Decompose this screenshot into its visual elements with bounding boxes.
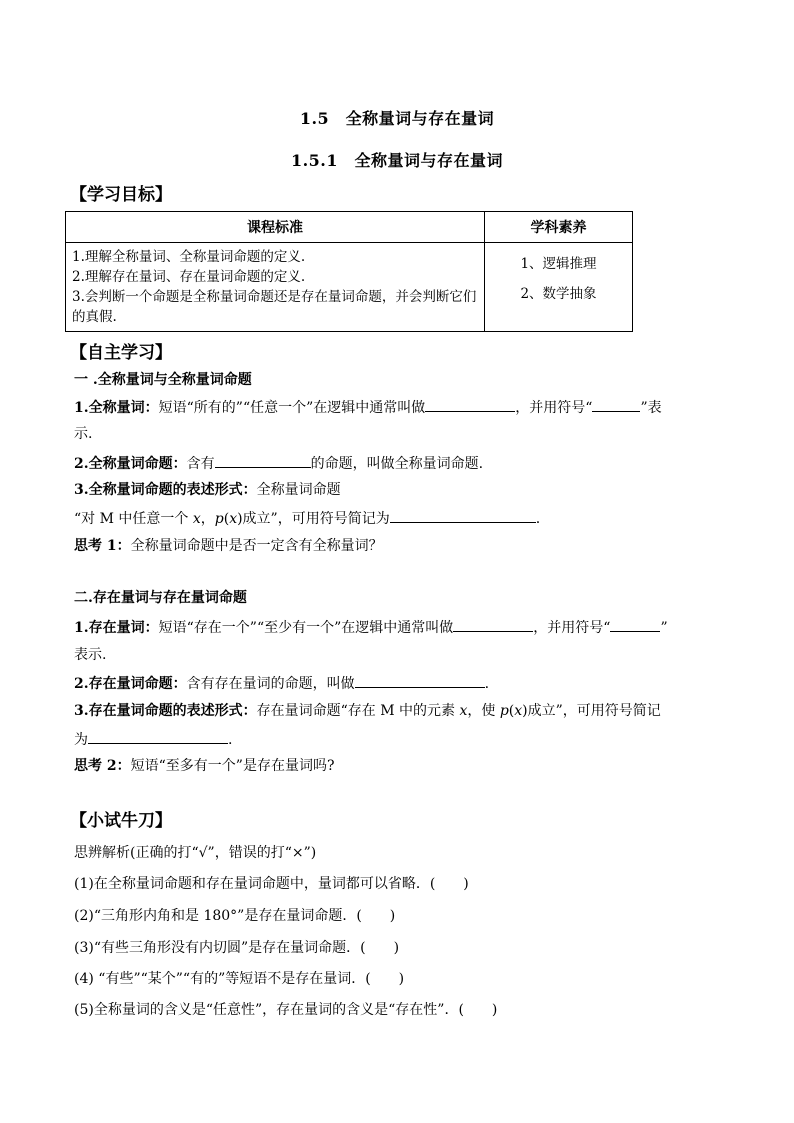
literacy-cell bbox=[485, 243, 633, 332]
section-learning-goals: 【学习目标】 bbox=[70, 185, 172, 205]
part2-q3-cont: 为 . bbox=[74, 729, 722, 750]
part1-q3: 3.全称量词命题的表述形式：全称量词命题 bbox=[74, 482, 341, 498]
practice-item: (5)全称量词的含义是“任意性”，存在量词的含义是“存在性”．( ) bbox=[74, 1002, 498, 1018]
literacy-item: 2、数学抽象 bbox=[520, 286, 597, 302]
part2-think: 思考 2：短语“至多有一个”是存在量词吗? bbox=[74, 758, 335, 774]
part1-q1-cont: 示. bbox=[74, 426, 93, 442]
answer-blank[interactable] bbox=[88, 729, 228, 744]
goal-item: 1.理解全称量词、全称量词命题的定义. bbox=[72, 249, 306, 265]
answer-blank[interactable] bbox=[355, 673, 485, 688]
part2-q1: 1.存在量词：短语“存在一个”“至少有一个”在逻辑中通常叫做 ，并用符号“ ” bbox=[74, 617, 722, 638]
answer-blank[interactable] bbox=[425, 397, 515, 412]
practice-item: (4) “有些”“某个”“有的”等短语不是存在量词．( ) bbox=[74, 971, 405, 987]
part2-q1-cont: 表示. bbox=[74, 647, 107, 663]
literacy-item: 1、逻辑推理 bbox=[520, 256, 597, 272]
answer-blank[interactable] bbox=[610, 617, 660, 632]
page-title: 1.5 全称量词与存在量词 bbox=[299, 109, 495, 128]
part1-heading: 一 .全称量词与全称量词命题 bbox=[74, 372, 252, 388]
goals-table bbox=[65, 211, 633, 332]
part2-q2: 2.存在量词命题：含有存在量词的命题，叫做 . bbox=[74, 673, 722, 694]
goal-item: 3.会判断一个命题是全称量词命题还是存在量词命题，并会判断它们的真假. bbox=[72, 289, 477, 325]
page-subtitle: 1.5.1 全称量词与存在量词 bbox=[290, 151, 504, 170]
part1-q2: 2.全称量词命题：含有 的命题，叫做全称量词命题. bbox=[74, 453, 722, 474]
part1-q1: 1.全称量词：短语“所有的”“任意一个”在逻辑中通常叫做 ，并用符号“ ”表 bbox=[74, 397, 722, 418]
answer-blank[interactable] bbox=[592, 397, 640, 412]
practice-intro: 思辨解析(正确的打“√”，错误的打“×”) bbox=[74, 845, 317, 861]
practice-item: (1)在全称量词命题和存在量词命题中，量词都可以省略．( ) bbox=[74, 876, 469, 892]
table-header-standard: 课程标准 bbox=[66, 212, 485, 243]
goals-cell bbox=[66, 243, 485, 332]
section-practice: 【小试牛刀】 bbox=[70, 811, 172, 831]
part1-think: 思考 1：全称量词命题中是否一定含有全称量词？ bbox=[74, 538, 383, 554]
part1-q3-form: “对 M 中任意一个 x，p(x)成立”，可用符号简记为 . bbox=[74, 508, 722, 529]
practice-item: (2)“三角形内角和是 180°”是存在量词命题．( ) bbox=[74, 908, 396, 924]
table-header-literacy: 学科素养 bbox=[485, 212, 633, 243]
answer-blank[interactable] bbox=[215, 453, 311, 468]
answer-blank[interactable] bbox=[453, 617, 533, 632]
section-self-study: 【自主学习】 bbox=[70, 343, 172, 363]
answer-blank[interactable] bbox=[390, 508, 536, 523]
goal-item: 2.理解存在量词、存在量词命题的定义. bbox=[72, 269, 306, 285]
part2-heading: 二.存在量词与存在量词命题 bbox=[74, 590, 247, 606]
practice-item: (3)“有些三角形没有内切圆”是存在量词命题．( ) bbox=[74, 940, 400, 956]
part2-q3: 3.存在量词命题的表述形式：存在量词命题“存在 M 中的元素 x，使 p(x)成立”，可用符号简记 bbox=[74, 703, 661, 719]
